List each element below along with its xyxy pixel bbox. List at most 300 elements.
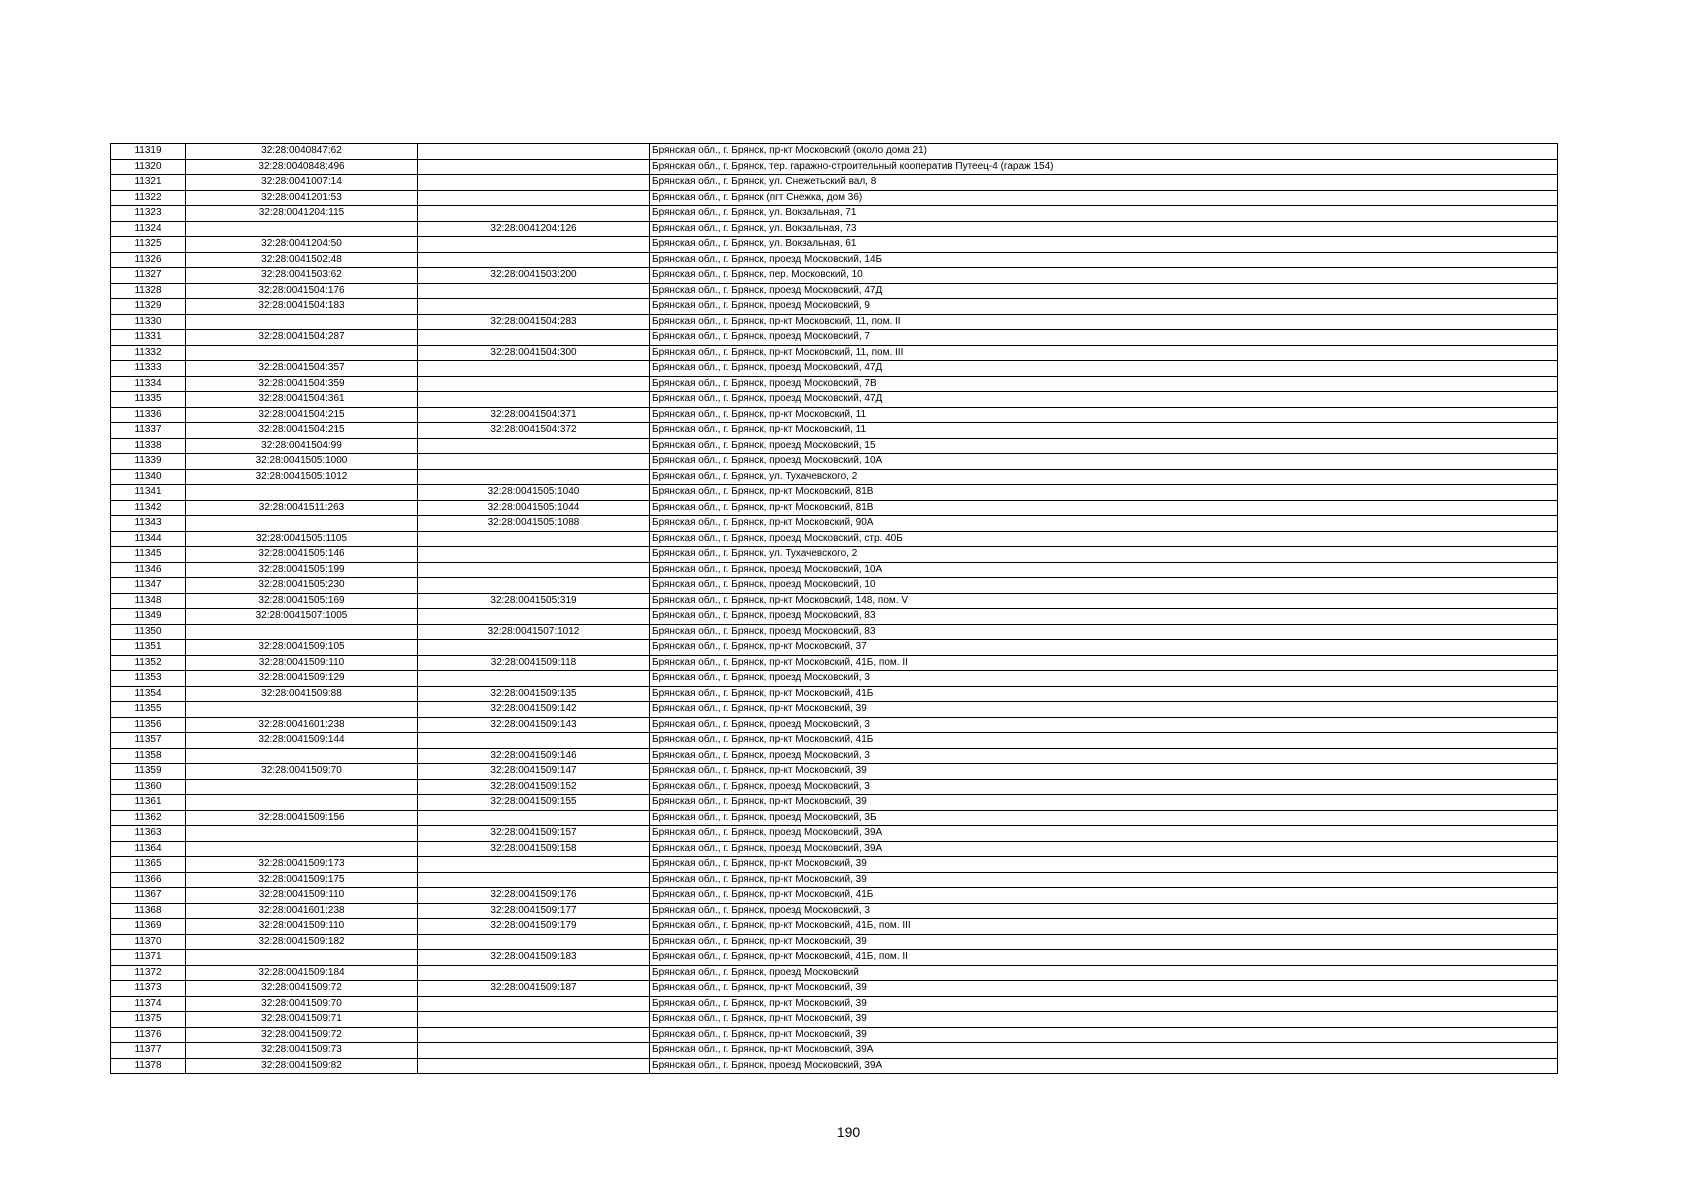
row-number-cell: 11339 (111, 454, 186, 470)
cadastral-number-cell: 32:28:0041601:238 (186, 717, 418, 733)
table-row (111, 345, 1558, 361)
address-cell: Брянская обл., г. Брянск, пр-кт Московский, 39 (650, 981, 1558, 997)
related-cadastral-number-cell: 32:28:0041509:146 (418, 748, 650, 764)
cadastral-number-cell: 32:28:0041509:144 (186, 733, 418, 749)
related-cadastral-number-cell (418, 1012, 650, 1028)
address-cell: Брянская обл., г. Брянск, проезд Московский, 7 (650, 330, 1558, 346)
row-number-cell: 11353 (111, 671, 186, 687)
related-cadastral-number-cell (418, 454, 650, 470)
row-number-cell: 11359 (111, 764, 186, 780)
related-cadastral-number-cell (418, 733, 650, 749)
row-number-cell: 11362 (111, 810, 186, 826)
cadastral-number-cell: 32:28:0041504:359 (186, 376, 418, 392)
table-row (111, 237, 1558, 253)
cadastral-number-cell: 32:28:0041601:238 (186, 903, 418, 919)
table-row (111, 500, 1558, 516)
address-cell: Брянская обл., г. Брянск, проезд Московский, 10 (650, 578, 1558, 594)
related-cadastral-number-cell: 32:28:0041204:126 (418, 221, 650, 237)
address-cell: Брянская обл., г. Брянск, пр-кт Московский, 41Б, пом. II (650, 950, 1558, 966)
table-row (111, 438, 1558, 454)
table-row (111, 624, 1558, 640)
address-cell: Брянская обл., г. Брянск, проезд Московский, 14Б (650, 252, 1558, 268)
address-cell: Брянская обл., г. Брянск, проезд Московский, 47Д (650, 392, 1558, 408)
address-cell: Брянская обл., г. Брянск, проезд Московский, 83 (650, 624, 1558, 640)
related-cadastral-number-cell (418, 175, 650, 191)
address-cell: Брянская обл., г. Брянск, пр-кт Московский, 39 (650, 1027, 1558, 1043)
address-cell: Брянская обл., г. Брянск, проезд Московский, 10А (650, 454, 1558, 470)
cadastral-number-cell: 32:28:0041509:110 (186, 919, 418, 935)
cadastral-number-cell (186, 702, 418, 718)
cadastral-number-cell: 32:28:0041504:287 (186, 330, 418, 346)
related-cadastral-number-cell (418, 547, 650, 563)
cadastral-number-cell: 32:28:0041504:357 (186, 361, 418, 377)
row-number-cell: 11336 (111, 407, 186, 423)
cadastral-number-cell: 32:28:0041204:115 (186, 206, 418, 222)
related-cadastral-number-cell: 32:28:0041509:187 (418, 981, 650, 997)
address-cell: Брянская обл., г. Брянск, проезд Московский, 10А (650, 562, 1558, 578)
related-cadastral-number-cell (418, 934, 650, 950)
cadastral-number-cell (186, 516, 418, 532)
related-cadastral-number-cell (418, 531, 650, 547)
cadastral-number-cell: 32:28:0041509:72 (186, 1027, 418, 1043)
address-cell: Брянская обл., г. Брянск, проезд Московский, 3 (650, 748, 1558, 764)
related-cadastral-number-cell: 32:28:0041504:300 (418, 345, 650, 361)
address-cell: Брянская обл., г. Брянск, пр-кт Московский, 39А (650, 1043, 1558, 1059)
table-row (111, 547, 1558, 563)
cadastral-number-cell (186, 485, 418, 501)
table-row (111, 934, 1558, 950)
cadastral-number-cell: 32:28:0041509:173 (186, 857, 418, 873)
table-row (111, 516, 1558, 532)
table-row (111, 361, 1558, 377)
row-number-cell: 11354 (111, 686, 186, 702)
cadastral-number-cell: 32:28:0041007:14 (186, 175, 418, 191)
related-cadastral-number-cell (418, 438, 650, 454)
row-number-cell: 11328 (111, 283, 186, 299)
cadastral-number-cell: 32:28:0041509:182 (186, 934, 418, 950)
related-cadastral-number-cell: 32:28:0041505:1044 (418, 500, 650, 516)
address-cell: Брянская обл., г. Брянск, проезд Московский, 47Д (650, 283, 1558, 299)
cadastral-number-cell: 32:28:0041509:175 (186, 872, 418, 888)
cadastral-number-cell (186, 748, 418, 764)
table-row (111, 702, 1558, 718)
address-cell: Брянская обл., г. Брянск, ул. Тухачевского, 2 (650, 547, 1558, 563)
address-cell: Брянская обл., г. Брянск, пр-кт Московский, 39 (650, 934, 1558, 950)
table-row (111, 252, 1558, 268)
table-row (111, 655, 1558, 671)
related-cadastral-number-cell (418, 392, 650, 408)
address-cell: Брянская обл., г. Брянск, ул. Вокзальная, 73 (650, 221, 1558, 237)
row-number-cell: 11327 (111, 268, 186, 284)
table-row (111, 190, 1558, 206)
row-number-cell: 11349 (111, 609, 186, 625)
cadastral-number-cell: 32:28:0041505:1012 (186, 469, 418, 485)
table-row (111, 454, 1558, 470)
address-cell: Брянская обл., г. Брянск, пр-кт Московский, 39 (650, 702, 1558, 718)
row-number-cell: 11341 (111, 485, 186, 501)
related-cadastral-number-cell: 32:28:0041509:158 (418, 841, 650, 857)
related-cadastral-number-cell (418, 671, 650, 687)
cadastral-number-cell: 32:28:0041505:1105 (186, 531, 418, 547)
related-cadastral-number-cell (418, 1043, 650, 1059)
address-cell: Брянская обл., г. Брянск, ул. Вокзальная, 71 (650, 206, 1558, 222)
row-number-cell: 11347 (111, 578, 186, 594)
row-number-cell: 11335 (111, 392, 186, 408)
table-row (111, 392, 1558, 408)
address-cell: Брянская обл., г. Брянск, проезд Московский (650, 965, 1558, 981)
cadastral-number-cell (186, 314, 418, 330)
cadastral-number-cell: 32:28:0040848:496 (186, 159, 418, 175)
cadastral-number-cell: 32:28:0041204:50 (186, 237, 418, 253)
row-number-cell: 11369 (111, 919, 186, 935)
cadastral-number-cell: 32:28:0041507:1005 (186, 609, 418, 625)
address-cell: Брянская обл., г. Брянск, пер. Московский, 10 (650, 268, 1558, 284)
address-cell: Брянская обл., г. Брянск, пр-кт Московский, 11, пом. III (650, 345, 1558, 361)
row-number-cell: 11340 (111, 469, 186, 485)
related-cadastral-number-cell: 32:28:0041509:155 (418, 795, 650, 811)
table-row (111, 578, 1558, 594)
table-row (111, 144, 1558, 160)
related-cadastral-number-cell: 32:28:0041509:143 (418, 717, 650, 733)
row-number-cell: 11350 (111, 624, 186, 640)
table-row (111, 531, 1558, 547)
cadastral-number-cell: 32:28:0041509:105 (186, 640, 418, 656)
related-cadastral-number-cell: 32:28:0041509:118 (418, 655, 650, 671)
cadastral-number-cell: 32:28:0041509:110 (186, 888, 418, 904)
row-number-cell: 11319 (111, 144, 186, 160)
row-number-cell: 11348 (111, 593, 186, 609)
related-cadastral-number-cell: 32:28:0041509:177 (418, 903, 650, 919)
related-cadastral-number-cell: 32:28:0041504:371 (418, 407, 650, 423)
related-cadastral-number-cell: 32:28:0041507:1012 (418, 624, 650, 640)
table-row (111, 919, 1558, 935)
row-number-cell: 11378 (111, 1058, 186, 1074)
cadastral-number-cell: 32:28:0041201:53 (186, 190, 418, 206)
address-cell: Брянская обл., г. Брянск (пгт Снежка, дом 36) (650, 190, 1558, 206)
row-number-cell: 11324 (111, 221, 186, 237)
related-cadastral-number-cell: 32:28:0041505:1088 (418, 516, 650, 532)
related-cadastral-number-cell (418, 810, 650, 826)
cadastral-number-cell: 32:28:0041503:62 (186, 268, 418, 284)
address-cell: Брянская обл., г. Брянск, проезд Московский, 39А (650, 1058, 1558, 1074)
row-number-cell: 11321 (111, 175, 186, 191)
related-cadastral-number-cell (418, 1027, 650, 1043)
cadastral-number-cell (186, 221, 418, 237)
address-cell: Брянская обл., г. Брянск, проезд Московский, 3Б (650, 810, 1558, 826)
row-number-cell: 11338 (111, 438, 186, 454)
table-row (111, 888, 1558, 904)
address-cell: Брянская обл., г. Брянск, пр-кт Московский, 90А (650, 516, 1558, 532)
table-row (111, 764, 1558, 780)
table-row (111, 965, 1558, 981)
table-row (111, 903, 1558, 919)
table-row (111, 485, 1558, 501)
row-number-cell: 11323 (111, 206, 186, 222)
table-row (111, 826, 1558, 842)
related-cadastral-number-cell (418, 376, 650, 392)
related-cadastral-number-cell (418, 361, 650, 377)
cadastral-number-cell: 32:28:0041504:361 (186, 392, 418, 408)
row-number-cell: 11375 (111, 1012, 186, 1028)
related-cadastral-number-cell (418, 469, 650, 485)
address-cell: Брянская обл., г. Брянск, проезд Московский, 83 (650, 609, 1558, 625)
table-row (111, 299, 1558, 315)
related-cadastral-number-cell (418, 857, 650, 873)
address-cell: Брянская обл., г. Брянск, пр-кт Московский, 81В (650, 485, 1558, 501)
table-row (111, 423, 1558, 439)
related-cadastral-number-cell (418, 562, 650, 578)
address-cell: Брянская обл., г. Брянск, проезд Московский, 39А (650, 826, 1558, 842)
address-cell: Брянская обл., г. Брянск, проезд Московский, 3 (650, 779, 1558, 795)
related-cadastral-number-cell: 32:28:0041503:200 (418, 268, 650, 284)
table-row (111, 841, 1558, 857)
page-number: 190 (836, 1124, 861, 1140)
document-page (110, 143, 1557, 1074)
cadastral-number-cell: 32:28:0041509:72 (186, 981, 418, 997)
address-cell: Брянская обл., г. Брянск, пр-кт Московский, 148, пом. V (650, 593, 1558, 609)
cadastral-number-cell: 32:28:0041509:82 (186, 1058, 418, 1074)
row-number-cell: 11331 (111, 330, 186, 346)
table-row (111, 795, 1558, 811)
related-cadastral-number-cell (418, 237, 650, 253)
row-number-cell: 11326 (111, 252, 186, 268)
cadastral-number-cell (186, 950, 418, 966)
address-cell: Брянская обл., г. Брянск, пр-кт Московский, 39 (650, 857, 1558, 873)
cadastral-number-cell: 32:28:0041504:183 (186, 299, 418, 315)
table-row (111, 609, 1558, 625)
address-cell: Брянская обл., г. Брянск, пр-кт Московский, 11, пом. II (650, 314, 1558, 330)
related-cadastral-number-cell (418, 190, 650, 206)
address-cell: Брянская обл., г. Брянск, ул. Снежетьский вал, 8 (650, 175, 1558, 191)
table-row (111, 268, 1558, 284)
cadastral-number-cell: 32:28:0041509:70 (186, 764, 418, 780)
row-number-cell: 11372 (111, 965, 186, 981)
table-row (111, 376, 1558, 392)
address-cell: Брянская обл., г. Брянск, проезд Московский, 9 (650, 299, 1558, 315)
row-number-cell: 11345 (111, 547, 186, 563)
row-number-cell: 11322 (111, 190, 186, 206)
table-row (111, 221, 1558, 237)
related-cadastral-number-cell: 32:28:0041504:283 (418, 314, 650, 330)
related-cadastral-number-cell: 32:28:0041505:319 (418, 593, 650, 609)
cadastral-number-cell: 32:28:0041509:129 (186, 671, 418, 687)
row-number-cell: 11325 (111, 237, 186, 253)
cadastral-number-cell (186, 826, 418, 842)
cadastral-number-cell (186, 624, 418, 640)
table-row (111, 872, 1558, 888)
address-cell: Брянская обл., г. Брянск, проезд Московский, 3 (650, 671, 1558, 687)
address-cell: Брянская обл., г. Брянск, пр-кт Московский, 11 (650, 407, 1558, 423)
cadastral-number-cell: 32:28:0041505:146 (186, 547, 418, 563)
related-cadastral-number-cell: 32:28:0041509:135 (418, 686, 650, 702)
row-number-cell: 11333 (111, 361, 186, 377)
cadastral-number-cell: 32:28:0041504:215 (186, 423, 418, 439)
table-row (111, 810, 1558, 826)
address-cell: Брянская обл., г. Брянск, проезд Московский, 39А (650, 841, 1558, 857)
row-number-cell: 11367 (111, 888, 186, 904)
table-row (111, 717, 1558, 733)
table-row (111, 950, 1558, 966)
cadastral-number-cell: 32:28:0041504:176 (186, 283, 418, 299)
row-number-cell: 11330 (111, 314, 186, 330)
table-row (111, 175, 1558, 191)
cadastral-number-cell (186, 345, 418, 361)
row-number-cell: 11374 (111, 996, 186, 1012)
address-cell: Брянская обл., г. Брянск, пр-кт Московский, 41Б (650, 686, 1558, 702)
related-cadastral-number-cell: 32:28:0041509:152 (418, 779, 650, 795)
cadastral-table (110, 143, 1558, 1074)
cadastral-number-cell: 32:28:0041505:230 (186, 578, 418, 594)
cadastral-number-cell: 32:28:0041509:110 (186, 655, 418, 671)
address-cell: Брянская обл., г. Брянск, ул. Тухачевского, 2 (650, 469, 1558, 485)
address-cell: Брянская обл., г. Брянск, пр-кт Московский, 37 (650, 640, 1558, 656)
address-cell: Брянская обл., г. Брянск, пр-кт Московский, 41Б (650, 888, 1558, 904)
related-cadastral-number-cell (418, 640, 650, 656)
row-number-cell: 11346 (111, 562, 186, 578)
address-cell: Брянская обл., г. Брянск, пр-кт Московский, 81В (650, 500, 1558, 516)
table-row (111, 593, 1558, 609)
cadastral-number-cell: 32:28:0041509:184 (186, 965, 418, 981)
address-cell: Брянская обл., г. Брянск, проезд Московский, 3 (650, 903, 1558, 919)
cadastral-number-cell (186, 779, 418, 795)
related-cadastral-number-cell (418, 965, 650, 981)
cadastral-number-cell: 32:28:0041504:215 (186, 407, 418, 423)
row-number-cell: 11343 (111, 516, 186, 532)
address-cell: Брянская обл., г. Брянск, пр-кт Московский, 39 (650, 996, 1558, 1012)
address-cell: Брянская обл., г. Брянск, ул. Вокзальная, 61 (650, 237, 1558, 253)
cadastral-number-cell: 32:28:0041504:99 (186, 438, 418, 454)
table-body (111, 144, 1558, 1074)
related-cadastral-number-cell (418, 996, 650, 1012)
address-cell: Брянская обл., г. Брянск, проезд Московский, 15 (650, 438, 1558, 454)
table-row (111, 857, 1558, 873)
cadastral-number-cell: 32:28:0041509:88 (186, 686, 418, 702)
row-number-cell: 11364 (111, 841, 186, 857)
cadastral-number-cell: 32:28:0041509:73 (186, 1043, 418, 1059)
related-cadastral-number-cell (418, 1058, 650, 1074)
address-cell: Брянская обл., г. Брянск, проезд Московский, 47Д (650, 361, 1558, 377)
row-number-cell: 11358 (111, 748, 186, 764)
row-number-cell: 11352 (111, 655, 186, 671)
related-cadastral-number-cell: 32:28:0041509:157 (418, 826, 650, 842)
cadastral-number-cell: 32:28:0041502:48 (186, 252, 418, 268)
row-number-cell: 11344 (111, 531, 186, 547)
table-row (111, 283, 1558, 299)
table-row (111, 733, 1558, 749)
table-row (111, 330, 1558, 346)
table-row (111, 686, 1558, 702)
row-number-cell: 11329 (111, 299, 186, 315)
address-cell: Брянская обл., г. Брянск, пр-кт Московский, 41Б, пом. III (650, 919, 1558, 935)
row-number-cell: 11363 (111, 826, 186, 842)
table-row (111, 469, 1558, 485)
row-number-cell: 11357 (111, 733, 186, 749)
row-number-cell: 11332 (111, 345, 186, 361)
related-cadastral-number-cell (418, 252, 650, 268)
row-number-cell: 11355 (111, 702, 186, 718)
table-row (111, 314, 1558, 330)
related-cadastral-number-cell: 32:28:0041504:372 (418, 423, 650, 439)
related-cadastral-number-cell (418, 299, 650, 315)
address-cell: Брянская обл., г. Брянск, пр-кт Московский, 39 (650, 795, 1558, 811)
table-row (111, 640, 1558, 656)
table-row (111, 748, 1558, 764)
cadastral-number-cell: 32:28:0041511:263 (186, 500, 418, 516)
table-row (111, 1012, 1558, 1028)
table-row (111, 981, 1558, 997)
table-row (111, 206, 1558, 222)
row-number-cell: 11337 (111, 423, 186, 439)
row-number-cell: 11320 (111, 159, 186, 175)
row-number-cell: 11360 (111, 779, 186, 795)
related-cadastral-number-cell (418, 578, 650, 594)
row-number-cell: 11377 (111, 1043, 186, 1059)
row-number-cell: 11334 (111, 376, 186, 392)
cadastral-number-cell (186, 841, 418, 857)
row-number-cell: 11370 (111, 934, 186, 950)
row-number-cell: 11371 (111, 950, 186, 966)
related-cadastral-number-cell (418, 872, 650, 888)
related-cadastral-number-cell (418, 283, 650, 299)
cadastral-number-cell: 32:28:0041509:70 (186, 996, 418, 1012)
address-cell: Брянская обл., г. Брянск, тер. гаражно-строительный кооператив Путеец-4 (гараж 154) (650, 159, 1558, 175)
address-cell: Брянская обл., г. Брянск, проезд Московский, 3 (650, 717, 1558, 733)
cadastral-number-cell: 32:28:0041509:156 (186, 810, 418, 826)
row-number-cell: 11356 (111, 717, 186, 733)
address-cell: Брянская обл., г. Брянск, пр-кт Московский, 39 (650, 872, 1558, 888)
address-cell: Брянская обл., г. Брянск, пр-кт Московский, 41Б, пом. II (650, 655, 1558, 671)
cadastral-number-cell: 32:28:0041505:1000 (186, 454, 418, 470)
row-number-cell: 11368 (111, 903, 186, 919)
address-cell: Брянская обл., г. Брянск, проезд Московский, стр. 40Б (650, 531, 1558, 547)
related-cadastral-number-cell (418, 609, 650, 625)
related-cadastral-number-cell: 32:28:0041509:147 (418, 764, 650, 780)
row-number-cell: 11342 (111, 500, 186, 516)
address-cell: Брянская обл., г. Брянск, пр-кт Московский, 39 (650, 764, 1558, 780)
table-row (111, 671, 1558, 687)
row-number-cell: 11373 (111, 981, 186, 997)
cadastral-number-cell: 32:28:0041505:169 (186, 593, 418, 609)
related-cadastral-number-cell: 32:28:0041509:176 (418, 888, 650, 904)
row-number-cell: 11361 (111, 795, 186, 811)
related-cadastral-number-cell: 32:28:0041509:179 (418, 919, 650, 935)
address-cell: Брянская обл., г. Брянск, проезд Московский, 7В (650, 376, 1558, 392)
row-number-cell: 11376 (111, 1027, 186, 1043)
cadastral-number-cell: 32:28:0041505:199 (186, 562, 418, 578)
row-number-cell: 11351 (111, 640, 186, 656)
cadastral-number-cell: 32:28:0040847:62 (186, 144, 418, 160)
table-row (111, 1043, 1558, 1059)
cadastral-number-cell (186, 795, 418, 811)
table-row (111, 159, 1558, 175)
address-cell: Брянская обл., г. Брянск, пр-кт Московский, 11 (650, 423, 1558, 439)
related-cadastral-number-cell: 32:28:0041509:183 (418, 950, 650, 966)
table-row (111, 779, 1558, 795)
row-number-cell: 11365 (111, 857, 186, 873)
related-cadastral-number-cell: 32:28:0041505:1040 (418, 485, 650, 501)
table-row (111, 407, 1558, 423)
row-number-cell: 11366 (111, 872, 186, 888)
related-cadastral-number-cell: 32:28:0041509:142 (418, 702, 650, 718)
table-row (111, 1058, 1558, 1074)
related-cadastral-number-cell (418, 159, 650, 175)
related-cadastral-number-cell (418, 206, 650, 222)
address-cell: Брянская обл., г. Брянск, пр-кт Московский, 41Б (650, 733, 1558, 749)
related-cadastral-number-cell (418, 144, 650, 160)
related-cadastral-number-cell (418, 330, 650, 346)
address-cell: Брянская обл., г. Брянск, пр-кт Московский (около дома 21) (650, 144, 1558, 160)
cadastral-number-cell: 32:28:0041509:71 (186, 1012, 418, 1028)
